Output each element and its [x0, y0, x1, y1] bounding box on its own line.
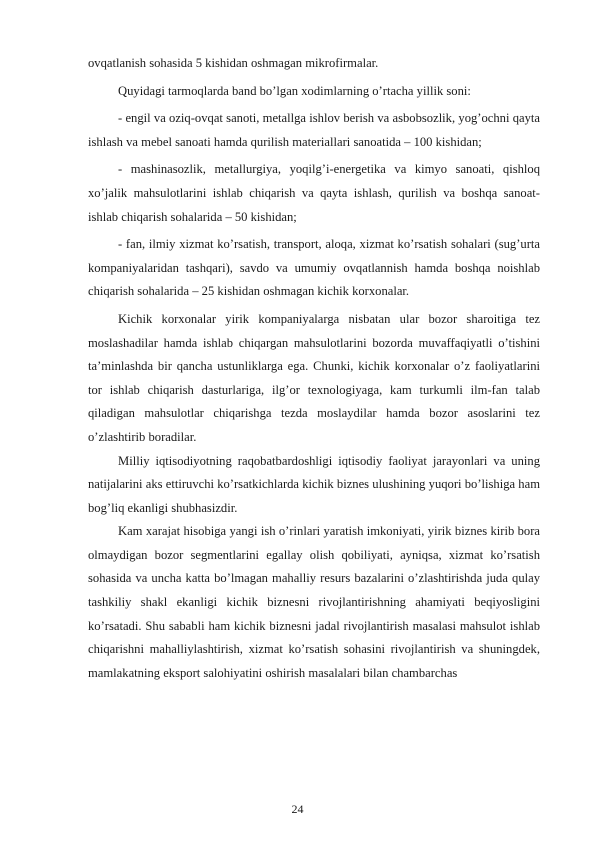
paragraph-small-business-importance: Kam xarajat hisobiga yangi ish o’rinlari yaratish imkoniyati, yirik biznes kirib bora olmaydigan bozor segmentlarini egallay olish qobiliyati, ayniqsa, xizmat ko’rsatish sohasida va uncha katta bo’lmagan mahalliy resurs bazalarini o’zlashtirishda juda qulay tashkiliy shakl ekanligi kichik biznesni rivojlantirishning ahamiyati beqiyosligini ko’rsatadi. Shu sababli ham kichik biznesni jadal rivojlantirish masalasi mahsulot ishlab chiqarishni mahalliylashtirish, xizmat ko’rsatish sohasini rivojlantirish va shuningdek, mamlakatning eksport salohiyatini oshirish masalalari bilan chambarchas: [88, 524, 540, 680]
paragraph-list-item-light-industry: - engil va oziq-ovqat sanoti, metallga ishlov berish va asbobsozlik, yog’ochni qayta ishlash va mebel sanoati hamda qurilish materiallari sanoatida – 100 kishidan;: [88, 111, 540, 149]
document-page: [88, 52, 540, 685]
paragraph-list-item-science-services: - fan, ilmiy xizmat ko’rsatish, transport, aloqa, xizmat ko’rsatish sohalari (sug’urta kompaniyalaridan tashqari), savdo va umumiy ovqatlannish hamda boshqa noishlab chiqarish sohalarida – 25 kishidan oshmagan kichik korxonalar.: [88, 237, 540, 299]
paragraph-small-enterprises-advantages: Kichik korxonalar yirik kompaniyalarga nisbatan ular bozor sharoitiga tez moslashadilar hamda ishlab chiqargan mahsulotlarini bozorda muvaffaqiyatli o’tishini ta’minlashda bir qancha ustunliklarga ega. Chunki, kichik korxonalar o’z faoliyatlarini tor ishlab chiqarish dasturlariga, ilg’or texnologiyaga, kam turkumli ilm-fan talab qiladigan mahsulotlar chiqarishga tezda moslaydilar hamda bozor asoslarini tez o’zlashtirib boradilar.: [88, 311, 540, 444]
paragraph-employee-count-intro: Quyidagi tarmoqlarda band bo’lgan xodimlarning o’rtacha yillik soni:: [118, 83, 471, 98]
paragraph-national-competitiveness: Milliy iqtisodiyotning raqobatbardoshligi iqtisodiy faoliyat jarayonlari va uning natijalarini aks ettiruvchi ko’rsatkichlarda kichik biznes ulushining yuqori bo’lishiga ham bog’liq ekanligi shubhasizdir.: [88, 453, 540, 515]
page-number: 24: [291, 802, 304, 816]
paragraph-continuation: ovqatlanish sohasida 5 kishidan oshmagan mikrofirmalar.: [88, 56, 379, 70]
paragraph-list-item-machine-building: - mashinasozlik, metallurgiya, yoqilg’i-energetika va kimyo sanoati, qishloq xo’jalik mahsulotlarini ishlab chiqarish va qayta ishlash, qurilish va boshqa sanoat- ishlab chiqarish sohalarida – 50 kishidan;: [88, 162, 540, 224]
